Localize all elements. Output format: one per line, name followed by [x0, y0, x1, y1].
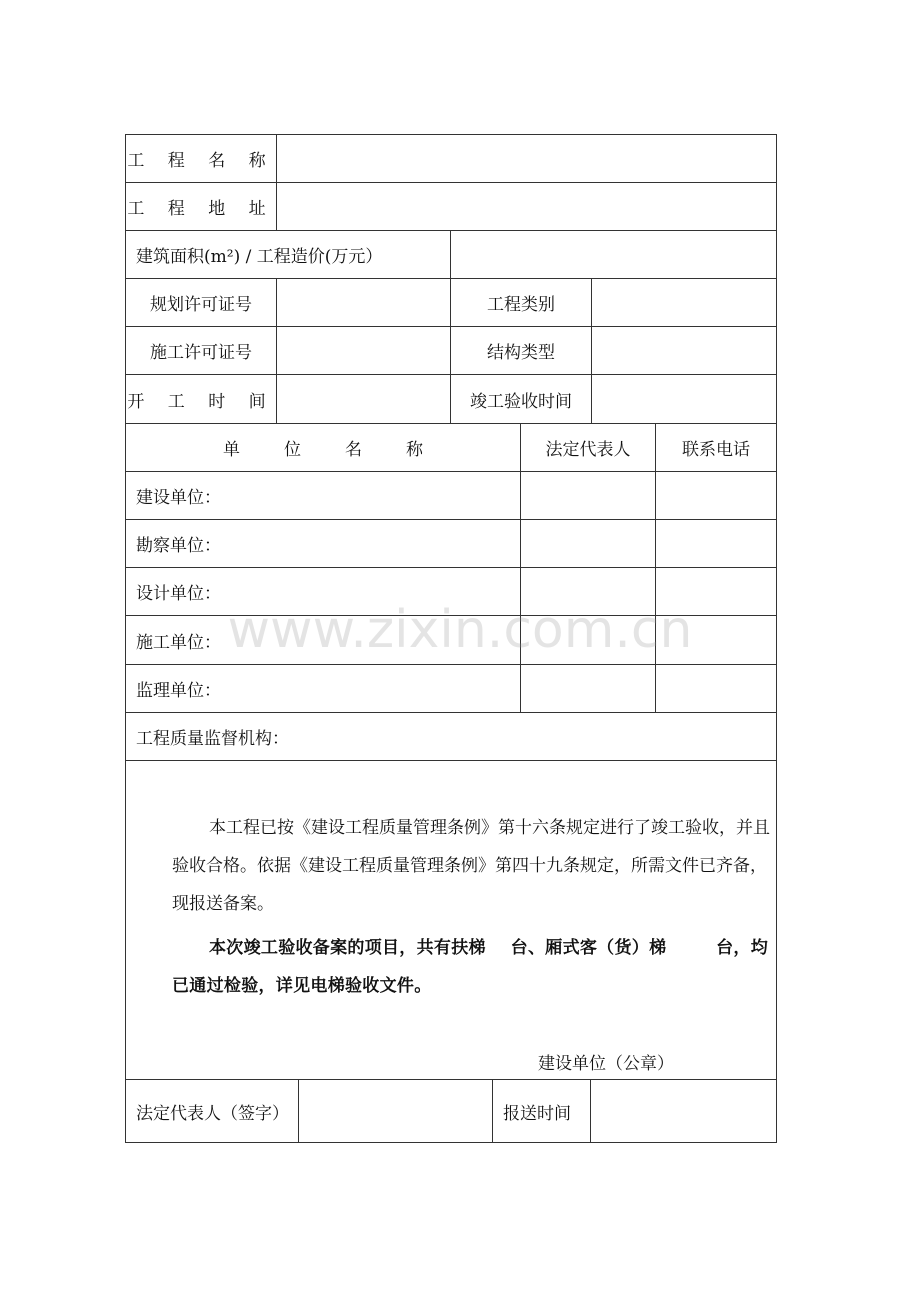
- design-unit-label: 设计单位：: [125, 567, 521, 616]
- planning-permit-field[interactable]: [276, 278, 451, 327]
- start-time-label: 开 工 时 间: [125, 374, 277, 424]
- submit-time-label: 报送时间: [492, 1079, 591, 1143]
- start-time-field[interactable]: [276, 374, 451, 424]
- supervisor-unit-label: 监理单位：: [125, 664, 521, 713]
- project-address-field[interactable]: [276, 182, 777, 231]
- survey-unit-label: 勘察单位：: [125, 519, 521, 568]
- construction-permit-field[interactable]: [276, 326, 451, 375]
- structure-type-field[interactable]: [591, 326, 777, 375]
- builder-unit-label: 施工单位：: [125, 615, 521, 665]
- legal-sign-label: 法定代表人（签字）: [125, 1079, 299, 1143]
- elevator-statement: 本次竣工验收备案的项目，共有扶梯 台、厢式客（货）梯 台，均已通过检验，详见电梯验收文件。: [172, 938, 769, 996]
- construction-unit-phone-field[interactable]: [655, 471, 777, 520]
- legal-rep-header: 法定代表人: [520, 423, 656, 472]
- quality-supervision-label: 工程质量监督机构：: [125, 712, 777, 761]
- design-unit-phone-field[interactable]: [655, 567, 777, 616]
- legal-sign-field[interactable]: [298, 1079, 493, 1143]
- construction-unit-seal: 建设单位（公章）: [538, 1054, 674, 1074]
- completion-filing-form: [126, 135, 777, 1144]
- area-cost-label: 建筑面积(m²) / 工程造价(万元）: [125, 230, 451, 279]
- construction-unit-rep-field[interactable]: [520, 471, 656, 520]
- structure-type-label: 结构类型: [450, 326, 592, 375]
- construction-permit-label: 施工许可证号: [125, 326, 277, 375]
- survey-unit-phone-field[interactable]: [655, 519, 777, 568]
- unit-name-header: 单位名称: [125, 423, 521, 472]
- builder-unit-phone-field[interactable]: [655, 615, 777, 665]
- survey-unit-rep-field[interactable]: [520, 519, 656, 568]
- construction-unit-label: 建设单位：: [125, 471, 521, 520]
- declaration-paragraph: 本工程已按《建设工程质量管理条例》第十六条规定进行了竣工验收，并且验收合格。依据《建设工程质量管理条例》第四十九条规定，所需文件已齐备，现报送备案。: [172, 818, 770, 914]
- watermark: www.zixin.com.cn: [227, 600, 693, 660]
- project-address-label: 工 程 地 址: [125, 182, 277, 231]
- builder-unit-rep-field[interactable]: [520, 615, 656, 665]
- project-category-field[interactable]: [591, 278, 777, 327]
- planning-permit-label: 规划许可证号: [125, 278, 277, 327]
- project-name-label: 工 程 名 称: [125, 134, 277, 183]
- area-cost-field[interactable]: [450, 230, 777, 279]
- declaration-box: [125, 760, 777, 1080]
- supervisor-unit-rep-field[interactable]: [520, 664, 656, 713]
- design-unit-rep-field[interactable]: [520, 567, 656, 616]
- project-name-field[interactable]: [276, 134, 777, 183]
- supervisor-unit-phone-field[interactable]: [655, 664, 777, 713]
- phone-header: 联系电话: [655, 423, 777, 472]
- submit-time-field[interactable]: [590, 1079, 777, 1143]
- completion-time-field[interactable]: [591, 374, 777, 424]
- project-category-label: 工程类别: [450, 278, 592, 327]
- completion-time-label: 竣工验收时间: [450, 374, 592, 424]
